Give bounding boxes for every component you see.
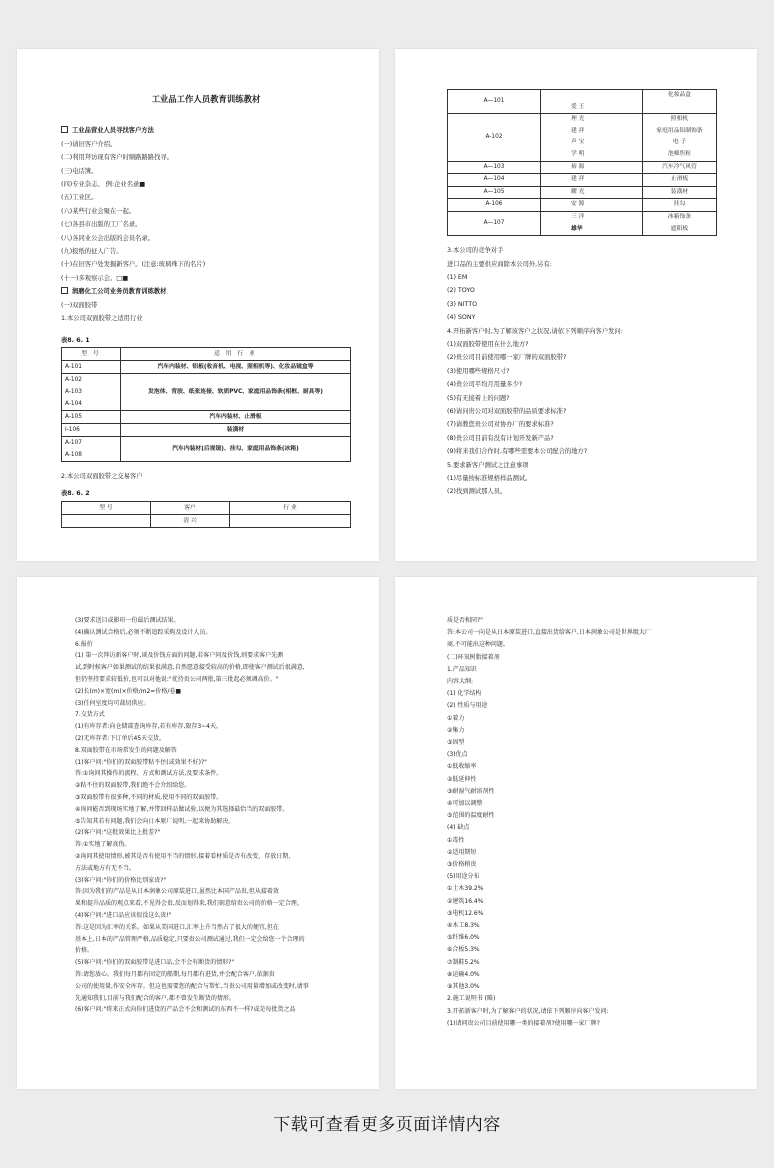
text-line: 商,不可能出这种问题。 bbox=[447, 641, 509, 649]
text-line: ①毒性 bbox=[447, 836, 465, 844]
text-line: (5)用途分布 bbox=[447, 873, 480, 881]
text-line: (3)使用哪些规格尺寸? bbox=[447, 367, 510, 375]
text-line: (1)客户问:"你们的双面胶带粘不住(或效果不好)?" bbox=[75, 758, 207, 766]
model-cell: I-106 bbox=[62, 423, 121, 436]
text-line: (2) 性质与用途 bbox=[447, 702, 488, 710]
text-line: 2.本公司双面胶带之交易客户 bbox=[61, 472, 143, 480]
checkbox-icon bbox=[61, 126, 68, 133]
customer-cell: 三 洋 bbox=[541, 211, 643, 223]
text-line: 答:①实地了解真伪。 bbox=[75, 841, 131, 849]
text-line: (2)无库存者:下订单后45天交货。 bbox=[75, 734, 166, 742]
section-heading bbox=[61, 285, 351, 298]
text-line: ③电机12.6% bbox=[447, 909, 484, 917]
text-line: (七)各县市出版的工厂名录。 bbox=[61, 221, 142, 229]
industry-cell: 汽车冷气风管 bbox=[643, 161, 717, 174]
text-line: ②低延伸性 bbox=[447, 775, 477, 783]
text-line: (八)各同业公会出版的会员名录。 bbox=[61, 234, 155, 242]
text-line: ④可加以调整 bbox=[447, 800, 483, 808]
text-line: 答:本公司一向是从日本原装进口,直接出货给客户,日本润象公司是世界级大厂 bbox=[447, 629, 651, 637]
text-line: 质是否相同?" bbox=[447, 617, 483, 624]
text-line: (3)客户问:"你们的价格比别家贵?" bbox=[75, 876, 167, 884]
text-line: (2)贵公司目前使用哪一家厂牌的双面胶带? bbox=[447, 354, 567, 362]
text-line: ④木工8.3% bbox=[447, 922, 480, 930]
model-cell: A—105 bbox=[448, 186, 541, 199]
section-heading-text: 工业品营业人员寻找客户方法 bbox=[72, 127, 154, 135]
table-row bbox=[448, 114, 717, 126]
text-line: (1) 化学结构 bbox=[447, 690, 482, 698]
table-row bbox=[62, 423, 351, 436]
text-line: ①着力 bbox=[447, 714, 465, 722]
table-cell bbox=[62, 514, 151, 527]
customer-cell: 裕 源 bbox=[541, 161, 643, 174]
model-cell: A-102 A-103 A-104 bbox=[62, 373, 121, 410]
text-line: (5)客户问:"你们的双面胶带是进口品,会不会有断货的情形?" bbox=[75, 959, 235, 967]
text-line: ④询问能否到现场实地了解,并带回样品做试验,以便为其选择最恰当的双面胶带。 bbox=[75, 805, 289, 813]
text-line: (六)某些行业会聚在一起。 bbox=[61, 207, 136, 215]
table-caption: 表8. 6. 1 bbox=[61, 336, 90, 344]
text-line: 3.开拓新客户时,为了解客户的状况,请依下列顺序向客户发问: bbox=[447, 1007, 609, 1015]
industry-cell bbox=[643, 102, 717, 114]
text-line: 2.施工说明书 (略) bbox=[447, 995, 496, 1003]
customer-cell: 耀 光 bbox=[541, 186, 643, 199]
document-page-4 bbox=[395, 577, 757, 1089]
table-cell bbox=[230, 514, 351, 527]
table-header: 型 号 bbox=[62, 347, 121, 360]
model-cell: A-107 A-108 bbox=[62, 436, 121, 461]
industry-cell: 家庭用品铝制饰条 bbox=[643, 126, 717, 138]
text-line: (4) SONY bbox=[447, 314, 476, 322]
text-line: ③价格稍贵 bbox=[447, 861, 477, 869]
document-page-2 bbox=[395, 49, 757, 561]
text-line: ①土木39.2% bbox=[447, 885, 484, 893]
customer-cell: 学 明 bbox=[541, 149, 643, 161]
table-row bbox=[62, 436, 351, 461]
text-line: (五)工业区。 bbox=[61, 194, 98, 202]
industry-cell: 化妆品盒 bbox=[643, 90, 717, 102]
list-block bbox=[447, 615, 729, 1030]
text-line: 答:请您放心。我们每月都有固定的船期,每月都有进货,并会配合客户,依据贵 bbox=[75, 970, 275, 978]
text-line: 1.本公司双面胶带之适用行业 bbox=[61, 315, 143, 323]
table-row bbox=[62, 373, 351, 410]
text-line: 果和提升品质的观点来看,不见得会贵,反而划得来,我们刻意给贵公司的价格一定合理。 bbox=[75, 900, 303, 908]
download-hint[interactable]: 下载可查看更多页面详情内容 bbox=[273, 1115, 501, 1135]
text-line: ②询问其使用情形,被其是否有使用不当的情形,接着看材质是否有改变、存放日期、 bbox=[75, 852, 295, 860]
text-line: 进口品的主要供应商除本公司外,另有: bbox=[447, 260, 552, 268]
text-line: (十)在旧客户处发掘新客户。(注意:玻璃珠下的名片) bbox=[61, 261, 206, 269]
text-line: 先通知我们,目前与我们配合的客户,都不曾发生断货的情形。 bbox=[75, 994, 235, 1002]
text-line: (一)双面胶带 bbox=[61, 301, 98, 309]
text-line: (3)任何室度均可裁切供应。 bbox=[75, 699, 150, 707]
text-line: ③耐湿气耐溶剂性 bbox=[447, 787, 495, 795]
table-row bbox=[448, 211, 717, 223]
text-line: (九)报纸的征人广告。 bbox=[61, 248, 123, 256]
text-line: (6)客户问:"将来正式向你们进货的产品会不会和测试的东西不一样?或是每批货之品 bbox=[75, 1006, 296, 1014]
model-cell: A-106 bbox=[448, 199, 541, 212]
text-line: ②适用期短 bbox=[447, 848, 477, 856]
industry-cell: 装潢材 bbox=[643, 186, 717, 199]
section-heading bbox=[61, 124, 351, 137]
text-line: ②建筑16.4% bbox=[447, 897, 484, 905]
text-line: (7)请教您贵公司对协办厂的要求标准? bbox=[447, 421, 554, 429]
text-line: 但仍坚持要求较低价,也可以对他说:"优待贵公司两批,第三批起必须调高价。" bbox=[75, 675, 279, 683]
customer-cell: 安 源 bbox=[541, 199, 643, 212]
text-line: 6.报价 bbox=[75, 640, 93, 648]
text-line: (2)找到测试那人员。 bbox=[447, 488, 507, 496]
model-cell: A—104 bbox=[448, 174, 541, 187]
text-line: (十一)多观察示会。□■ bbox=[61, 274, 129, 282]
table-row bbox=[448, 161, 717, 174]
text-line: 7.交货方式 bbox=[75, 711, 105, 719]
industry-cell: 装潢材 bbox=[121, 423, 351, 436]
table-row bbox=[448, 174, 717, 187]
text-line: (1)双面胶带使用在什么地方? bbox=[447, 340, 529, 348]
text-line: (1) EM bbox=[447, 273, 468, 281]
document-page-1 bbox=[17, 49, 379, 561]
customer-cell bbox=[541, 90, 643, 102]
list-block bbox=[75, 615, 351, 1016]
model-cell: A—101 bbox=[448, 90, 541, 114]
model-cell: A-102 bbox=[448, 114, 541, 161]
table-row bbox=[448, 90, 717, 102]
table-row bbox=[448, 199, 717, 212]
table-header: 型 号 bbox=[62, 501, 151, 514]
text-line: (2) TOYO bbox=[447, 287, 475, 295]
industry-cell: 冰箱饰条 bbox=[643, 211, 717, 223]
industry-cell: 挂勾 bbox=[643, 199, 717, 212]
text-line: (1)有库存者:向仓储部查询库存,若有库存,限存3~4天。 bbox=[75, 723, 222, 731]
text-line: 8.双面胶带在市场常发生的问题及解答 bbox=[75, 746, 177, 754]
industry-cell: 照相机 bbox=[643, 114, 717, 126]
table-row bbox=[62, 410, 351, 423]
text-line: ⑤纤维6.0% bbox=[447, 934, 480, 942]
customer-cell: 声 宝 bbox=[541, 137, 643, 149]
text-line: 3.本公司的竞争对手 bbox=[447, 247, 504, 255]
text-line: 5.要求新客户测试之注意事项 bbox=[447, 461, 529, 469]
text-line: 基本上,日本的产品管理严格,品质稳定,只要贵公司测试通过,我们一定会给您一个合理的 bbox=[75, 935, 305, 943]
text-line: (1) 第一次拜访新客户时,谈及价钱方面的问题,若客户问及价钱,则要求客户先测 bbox=[75, 652, 284, 660]
text-line: (2)客户问:"这批效果比上批差?" bbox=[75, 829, 161, 837]
text-line: ①低收缩率 bbox=[447, 763, 477, 771]
text-line: (三)电话簿。 bbox=[61, 167, 98, 175]
text-line: (3)要求送目或影印一份最后测试结果。 bbox=[75, 617, 180, 624]
table-caption: 表8. 6. 2 bbox=[61, 490, 90, 498]
list-block bbox=[447, 244, 717, 499]
text-line: (5)有无接着上的问题? bbox=[447, 394, 510, 402]
text-line: ③双面胶带有很多种,不同的材质,使用不同的双面胶带。 bbox=[75, 793, 223, 801]
industry-cell: 汽车内装材(后视镜)、挂勾、家庭用品饰条(冰箱) bbox=[121, 436, 351, 461]
table-header: 适 用 行 业 bbox=[121, 347, 351, 360]
table-header: 客户 bbox=[151, 501, 230, 514]
industry-cell: 汽车内装材、铝板(收音机、电视、照相机等)、化妆品镜盒等 bbox=[121, 360, 351, 373]
text-line: (4)确认测试合格后,必须不断追踪采购及设计人员。 bbox=[75, 628, 212, 636]
text-line: 试,到时候客户如果测试的结果很满意,自然愿意接受较高的价格,即使客户测试后很满意, bbox=[75, 664, 305, 672]
industry-cell: 遮阳板 bbox=[643, 224, 717, 236]
table-header: 行 业 bbox=[230, 501, 351, 514]
model-cell: A-105 bbox=[62, 410, 121, 423]
text-line: ⑧运输4.0% bbox=[447, 970, 480, 978]
industry-cell: 发泡体、背胶、纸张连接、软质PVC、家庭用品饰条(相框、厨具等) bbox=[121, 373, 351, 410]
document-page-3 bbox=[17, 577, 379, 1089]
text-line: 内容大纲: bbox=[447, 678, 474, 686]
text-line: (2)长(m)×宽(m)×价格/m2=价格/卷■ bbox=[75, 687, 182, 695]
text-line: (6)请问贵公司对双面胶带的品质要求标准? bbox=[447, 408, 567, 415]
text-line: ⑨其他3.0% bbox=[447, 983, 480, 991]
industry-cell: 电 子 bbox=[643, 137, 717, 149]
text-line: 4.开拓新客户时,为了解该客户之状况,请依下列顺序向客户发问: bbox=[447, 327, 623, 335]
page-title: 工业品工作人员教育训练教材 bbox=[151, 94, 261, 104]
model-cell: A—103 bbox=[448, 161, 541, 174]
industry-cell: 泡棉售粒 bbox=[643, 149, 717, 161]
model-cell: A—107 bbox=[448, 211, 541, 235]
customer-cell: 爱 王 bbox=[541, 102, 643, 114]
industry-cell: 止滑板 bbox=[643, 174, 717, 187]
text-line: ⑤范围的温度耐性 bbox=[447, 812, 495, 820]
text-line: ②集力 bbox=[447, 726, 465, 734]
industry-cell: 汽车内装材、止滑板 bbox=[121, 410, 351, 423]
text-line: 方法或地方有无不当。 bbox=[75, 864, 136, 872]
text-line: (9)将来我们合作时,有哪些需要本公司配合的地方? bbox=[447, 448, 588, 456]
text-line: 价格。 bbox=[75, 947, 94, 955]
customer-cell: 雄华 bbox=[541, 224, 643, 236]
text-line: (一)请旧客户介绍。 bbox=[61, 140, 117, 148]
list-block bbox=[61, 138, 351, 285]
text-line: (4)贵公司平均月用量多少? bbox=[447, 381, 523, 389]
text-line: ③固型 bbox=[447, 739, 465, 747]
text-line: 答:这是因为汇率的关系。如果从美国进口,汇率上升当然占了很大的便宜,但在 bbox=[75, 923, 279, 931]
text-line: (3)优点 bbox=[447, 751, 468, 759]
table-cell: 清 兴 bbox=[151, 514, 230, 527]
text-line: (二)利用拜访现有客户时顺路路路找寻。 bbox=[61, 154, 173, 162]
text-line: (4)客户问:"进口品应该很没这么贵!" bbox=[75, 911, 172, 919]
customer-cell: 建 祥 bbox=[541, 126, 643, 138]
customer-cell: 建 祥 bbox=[541, 174, 643, 187]
text-line: ⑥合板5.3% bbox=[447, 946, 480, 954]
text-line: (4) 缺点 bbox=[447, 824, 470, 832]
section-heading-text: 润磨化工公司业务员教育训练教材 bbox=[72, 288, 167, 296]
industry-table bbox=[61, 347, 351, 462]
text-line: ②粘不住的双面胶带,我们绝不会介绍给您。 bbox=[75, 782, 191, 790]
text-line: 答:因为我们的产品是从日本润象公司原装进口,虽然比本国产品贵,但从接着效 bbox=[75, 888, 279, 896]
text-line: ⑤告知其若有问题,我们会向日本原厂说明,一起来协助解决。 bbox=[75, 817, 235, 825]
model-customer-table bbox=[447, 89, 717, 236]
text-line: (四)专业杂志。 例:企业名录■ bbox=[61, 181, 146, 189]
text-line: (二)环氧树脂接着剂 bbox=[447, 653, 500, 661]
customer-table bbox=[61, 501, 351, 528]
table-row bbox=[448, 186, 717, 199]
text-line: (1)尽量按标准规格样品测试。 bbox=[447, 475, 532, 483]
text-line: ⑦制鞋5.2% bbox=[447, 958, 480, 966]
text-line: (1)请问贵公司目前使用哪一类的接着剂?使用哪一家厂牌? bbox=[447, 1019, 600, 1027]
customer-cell: 理 光 bbox=[541, 114, 643, 126]
text-line: 1.产品知识 bbox=[447, 665, 477, 673]
table-row bbox=[62, 360, 351, 373]
text-line: (3) NITTO bbox=[447, 300, 478, 308]
checkbox-icon bbox=[61, 287, 68, 294]
text-line: 答:①询问其操作的流程、方式和测试方法,及要求条件。 bbox=[75, 770, 223, 778]
model-cell: A-101 bbox=[62, 360, 121, 373]
list-block bbox=[61, 299, 351, 326]
text-line: 公司的使用量,作安全库存。但这也需要您的配合与帮忙,当贵公司用量增加或改变时,请事 bbox=[75, 982, 309, 990]
text-line: (8)贵公司目前有没有计划开发新产品? bbox=[447, 434, 554, 442]
